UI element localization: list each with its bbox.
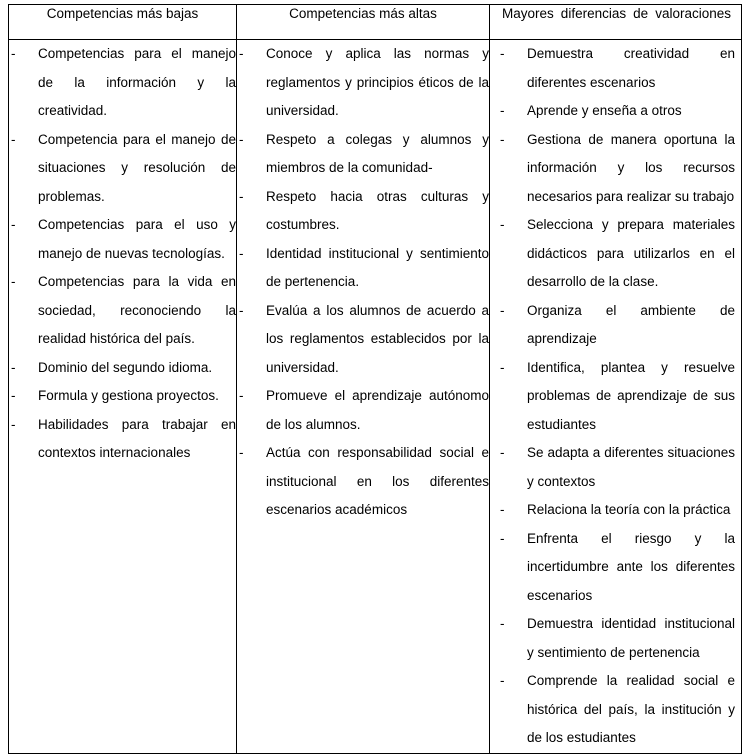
list-item-text: Relaciona la teoría con la práctica <box>527 502 731 517</box>
column-header-highest-competencies <box>237 5 490 40</box>
bullet-dash-icon: - <box>239 188 244 204</box>
list-item <box>498 354 735 440</box>
list-item <box>237 439 489 525</box>
list-item-text: Enfrenta el riesgo y la incertidumbre ante los diferentes escenarios <box>527 530 735 603</box>
table-header-row-group <box>9 5 742 40</box>
bullet-dash-icon: - <box>11 388 16 403</box>
bullet-dash-icon: - <box>11 46 16 61</box>
list-item-text: Organiza el ambiente de aprendizaje <box>527 302 735 346</box>
list-item-text: Competencias para el manejo de la información y la creatividad. <box>38 46 236 118</box>
column-header-largest-differences-label: Mayores diferencias de valoraciones <box>502 6 731 21</box>
list-item <box>9 382 236 411</box>
column-header-lowest-competencies-label: Competencias más bajas <box>46 6 199 21</box>
list-item-text: Identidad institucional y sentimiento de pertenencia. <box>266 245 489 289</box>
list-item-text: Dominio del segundo idioma. <box>38 359 213 375</box>
list-item-text: Gestiona de manera oportuna la información y los recursos necesarios para realizar su trabajo <box>527 131 735 204</box>
list-item <box>237 183 489 240</box>
list-item-text: Promueve el aprendizaje autónomo de los alumnos. <box>266 388 489 432</box>
bullet-dash-icon: - <box>500 217 505 232</box>
column-header-highest-competencies-label: Competencias más altas <box>289 6 437 21</box>
bullet-dash-icon: - <box>500 46 505 61</box>
bullet-dash-icon: - <box>500 445 505 460</box>
list-item <box>498 610 735 667</box>
list-item <box>498 40 735 97</box>
bullet-dash-icon: - <box>500 103 505 118</box>
list-item-text: Respeto a colegas y alumnos y miembros de la comunidad- <box>266 131 489 175</box>
bullet-dash-icon: - <box>500 131 505 147</box>
list-item <box>9 354 236 383</box>
list-item <box>498 496 735 525</box>
bullet-dash-icon: - <box>239 245 244 261</box>
list-lowest-competencies <box>9 40 236 468</box>
list-item-text: Evalúa a los alumnos de acuerdo a los reglamentos establecidos por la universidad. <box>266 302 489 375</box>
bullet-dash-icon: - <box>500 302 505 318</box>
list-item-text: Competencia para el manejo de situaciones y resolución de problemas. <box>38 131 236 204</box>
list-item <box>498 297 735 354</box>
list-item <box>498 126 735 212</box>
column-header-lowest-competencies <box>9 5 237 40</box>
list-item-text: Competencias para el uso y manejo de nuevas tecnologías. <box>38 217 236 261</box>
bullet-dash-icon: - <box>11 217 16 232</box>
competencies-table <box>8 4 742 754</box>
column-header-largest-differences <box>490 5 742 40</box>
cell-largest-differences <box>490 40 742 754</box>
list-item-text: Aprende y enseña a otros <box>527 103 682 118</box>
list-item <box>498 211 735 297</box>
list-item <box>237 297 489 383</box>
list-item-text: Demuestra identidad institucional y sentimiento de pertenencia <box>527 616 735 660</box>
list-item-text: Conoce y aplica las normas y reglamentos y principios éticos de la universidad. <box>266 46 489 118</box>
bullet-dash-icon: - <box>11 274 16 289</box>
list-item <box>9 126 236 212</box>
list-item-text: Formula y gestiona proyectos. <box>38 388 219 403</box>
list-item-text: Habilidades para trabajar en contextos internacionales <box>38 416 236 460</box>
list-item-text: Competencias para la vida en sociedad, reconociendo la realidad histórica del país. <box>38 274 236 346</box>
list-item-text: Identifica, plantea y resuelve problemas de aprendizaje de sus estudiantes <box>527 359 735 432</box>
bullet-dash-icon: - <box>11 416 16 432</box>
list-item <box>237 126 489 183</box>
table-row <box>9 40 742 754</box>
list-item <box>498 97 735 126</box>
bullet-dash-icon: - <box>500 530 505 546</box>
cell-lowest-competencies <box>9 40 237 754</box>
list-item <box>9 211 236 268</box>
list-item <box>9 268 236 354</box>
bullet-dash-icon: - <box>11 359 16 375</box>
table-body <box>9 40 742 754</box>
list-highest-competencies <box>237 40 489 525</box>
list-item <box>237 240 489 297</box>
list-item-text: Se adapta a diferentes situaciones y contextos <box>527 445 735 489</box>
list-item-text: Respeto hacia otras culturas y costumbres. <box>266 188 489 232</box>
list-largest-differences <box>498 40 735 753</box>
list-item <box>9 40 236 126</box>
table-header-row <box>9 5 742 40</box>
list-item-text: Comprende la realidad social e histórica del país, la institución y de los estudiantes <box>527 673 735 745</box>
list-item <box>237 40 489 126</box>
list-item-text: Selecciona y prepara materiales didácticos para utilizarlos en el desarrollo de la clase. <box>527 217 735 289</box>
cell-highest-competencies <box>237 40 490 754</box>
bullet-dash-icon: - <box>500 502 505 517</box>
bullet-dash-icon: - <box>239 302 244 318</box>
bullet-dash-icon: - <box>500 616 505 631</box>
list-item <box>498 525 735 611</box>
list-item <box>498 439 735 496</box>
bullet-dash-icon: - <box>11 131 16 147</box>
list-item <box>237 382 489 439</box>
list-item-text: Actúa con responsabilidad social e institucional en los diferentes escenarios académicos <box>266 445 489 517</box>
list-item <box>498 667 735 753</box>
bullet-dash-icon: - <box>500 673 505 688</box>
bullet-dash-icon: - <box>500 359 505 375</box>
bullet-dash-icon: - <box>239 445 244 460</box>
bullet-dash-icon: - <box>239 388 244 403</box>
list-item <box>9 411 236 468</box>
bullet-dash-icon: - <box>239 131 244 147</box>
list-item-text: Demuestra creatividad en diferentes escenarios <box>527 46 735 90</box>
bullet-dash-icon: - <box>239 46 244 61</box>
